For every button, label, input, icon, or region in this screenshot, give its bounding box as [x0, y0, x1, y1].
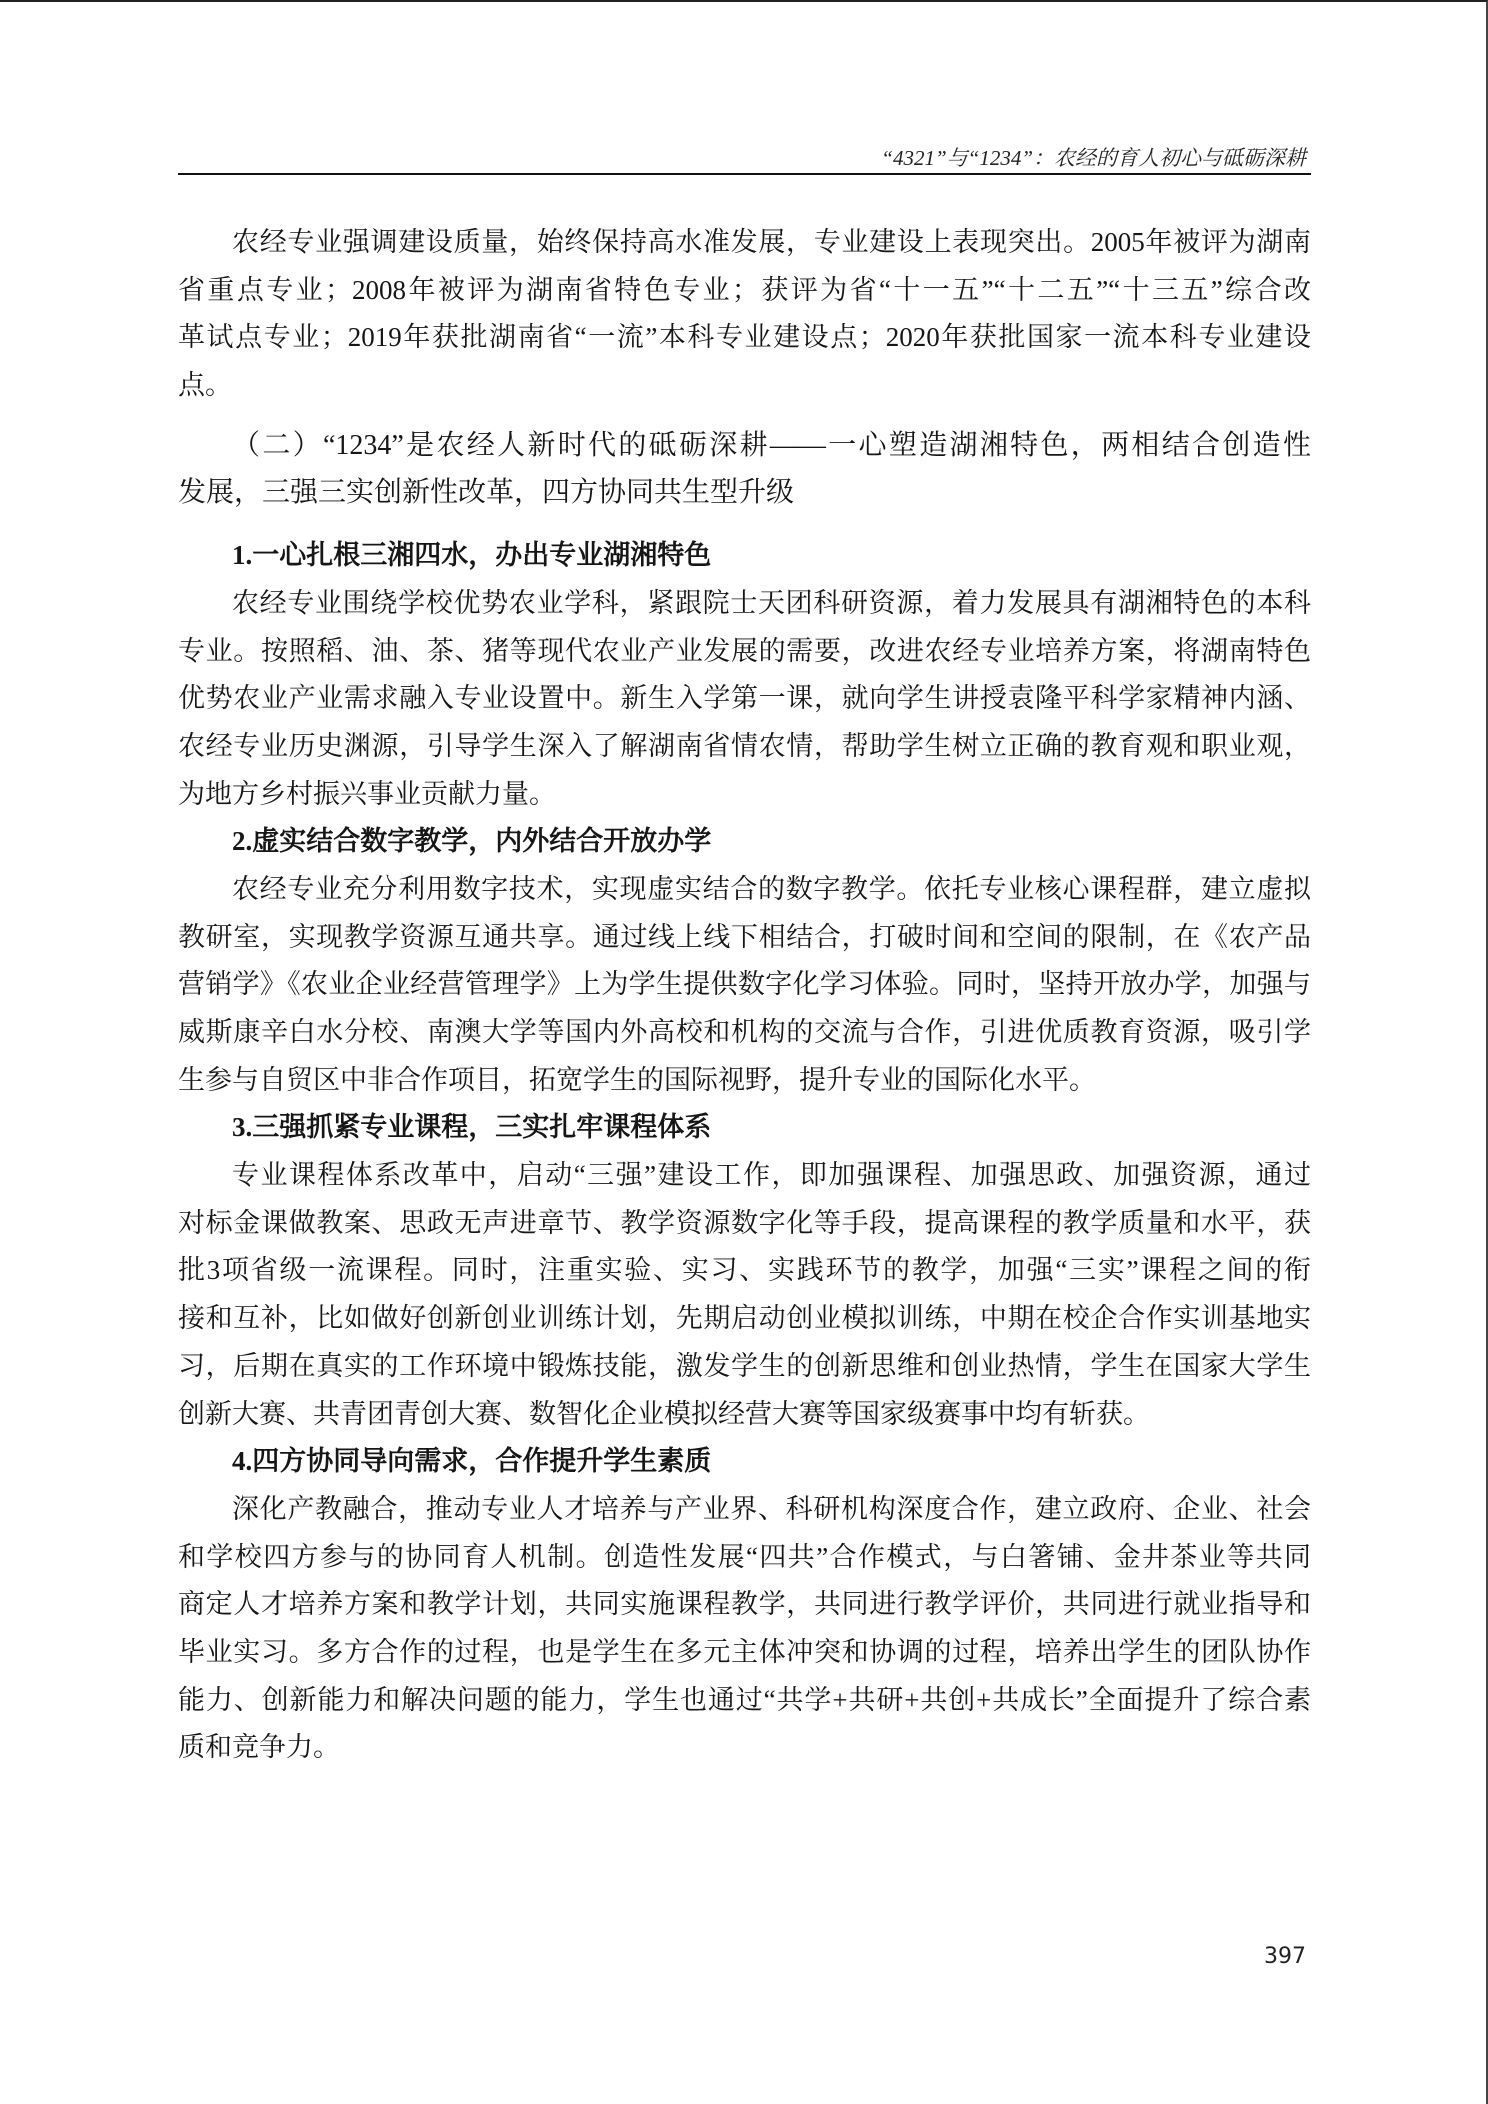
- subsection-paragraph: [178, 580, 1311, 818]
- paragraph-line: 和学校四方参与的协同育人机制。创造性发展“四共”合作模式，与白箸铺、金井茶业等共同: [178, 1541, 1311, 1572]
- paragraph-line: 创新大赛、共青团青创大赛、数智化企业模拟经营大赛等国家级赛事中均有斩获。: [178, 1398, 1150, 1429]
- paragraph-line: 营销学》《农业企业经营管理学》上为学生提供数字化学习体验。同时，坚持开放办学，加强与: [178, 969, 1311, 1000]
- subsection-3: [178, 1104, 1311, 1438]
- subsection-title: 3.三强抓紧专业课程，三实扎牢课程体系: [232, 1112, 712, 1143]
- section-heading: [178, 422, 1311, 517]
- paragraph-line: 专业课程体系改革中，启动“三强”建设工作，即加强课程、加强思政、加强资源，通过: [232, 1160, 1311, 1191]
- paragraph-line: 农经专业围绕学校优势农业学科，紧跟院士天团科研资源，着力发展具有湖湘特色的本科: [232, 587, 1311, 618]
- subsection-1: [178, 532, 1311, 818]
- section-heading-line: 发展，三强三实创新性改革，四方协同共生型升级: [178, 477, 795, 509]
- subsection-title: 2.虚实结合数字教学，内外结合开放办学: [232, 826, 712, 857]
- paragraph-line: 深化产教融合，推动专业人才培养与产业界、科研机构深度合作，建立政府、企业、社会: [232, 1493, 1311, 1524]
- page-body: [178, 219, 1311, 1772]
- subsection-title: 4.四方协同导向需求，合作提升学生素质: [232, 1446, 712, 1477]
- subsection-paragraph: [178, 866, 1311, 1104]
- subsection-2: [178, 818, 1311, 1104]
- paragraph-line: 省重点专业；2008年被评为湖南省特色专业；获评为省“十一五”“十二五”“十三五”综合改: [178, 274, 1311, 305]
- subsection-title: 1.一心扎根三湘四水，办出专业湖湘特色: [232, 540, 712, 571]
- header-rule: [178, 173, 1311, 175]
- paragraph-line: 批3项省级一流课程。同时，注重实验、实习、实践环节的教学，加强“三实”课程之间的衔: [178, 1255, 1311, 1286]
- paragraph-line: 毕业实习。多方合作的过程，也是学生在多元主体冲突和协调的过程，培养出学生的团队协作: [178, 1636, 1311, 1667]
- paragraph-line: 点。: [178, 370, 232, 401]
- paragraph-line: 优势农业产业需求融入专业设置中。新生入学第一课，就向学生讲授袁隆平科学家精神内涵、: [178, 683, 1311, 714]
- paragraph-line: 农经专业历史渊源，引导学生深入了解湖南省情农情，帮助学生树立正确的教育观和职业观，: [178, 730, 1311, 761]
- running-header: “4321”与“1234”：农经的育人初心与砥砺深耕: [881, 146, 1306, 170]
- paragraph-line: 为地方乡村振兴事业贡献力量。: [178, 778, 556, 809]
- intro-paragraph: [178, 219, 1311, 410]
- paragraph-line: 能力、创新能力和解决问题的能力，学生也通过“共学+共研+共创+共成长”全面提升了综合素: [178, 1684, 1311, 1715]
- paragraph-line: 生参与自贸区中非合作项目，拓宽学生的国际视野，提升专业的国际化水平。: [178, 1064, 1096, 1095]
- paragraph-line: 教研室，实现教学资源互通共享。通过线上线下相结合，打破时间和空间的限制，在《农产品: [178, 921, 1311, 952]
- paragraph-line: 质和竞争力。: [178, 1732, 340, 1763]
- paragraph-line: 习，后期在真实的工作环境中锻炼技能，激发学生的创新思维和创业热情，学生在国家大学生: [178, 1350, 1311, 1381]
- section-heading-line: （二）“1234”是农经人新时代的砥砺深耕——一心塑造湖湘特色，两相结合创造性: [232, 429, 1311, 461]
- paragraph-line: 接和互补，比如做好创新创业训练计划，先期启动创业模拟训练，中期在校企合作实训基地实: [178, 1303, 1311, 1334]
- paragraph-line: 农经专业充分利用数字技术，实现虚实结合的数字教学。依托专业核心课程群，建立虚拟: [232, 873, 1311, 904]
- paragraph-line: 对标金课做教案、思政无声进章节、教学资源数字化等手段，提高课程的教学质量和水平，获: [178, 1207, 1311, 1238]
- paragraph-line: 农经专业强调建设质量，始终保持高水准发展，专业建设上表现突出。2005年被评为湖南: [232, 227, 1311, 257]
- paragraph-line: 商定人才培养方案和教学计划，共同实施课程教学，共同进行教学评价，共同进行就业指导和: [178, 1589, 1311, 1620]
- subsection-paragraph: [178, 1152, 1311, 1438]
- paragraph-line: 威斯康辛白水分校、南澳大学等国内外高校和机构的交流与合作，引进优质教育资源，吸引学: [178, 1017, 1311, 1047]
- paragraph-line: 革试点专业；2019年获批湖南省“一流”本科专业建设点；2020年获批国家一流本科专业建设: [178, 322, 1311, 353]
- paragraph-line: 专业。按照稻、油、茶、猪等现代农业产业发展的需要，改进农经专业培养方案，将湖南特色: [178, 635, 1311, 666]
- subsection-paragraph: [178, 1486, 1311, 1772]
- page-number: 397: [1264, 1944, 1306, 1969]
- subsection-4: [178, 1438, 1311, 1772]
